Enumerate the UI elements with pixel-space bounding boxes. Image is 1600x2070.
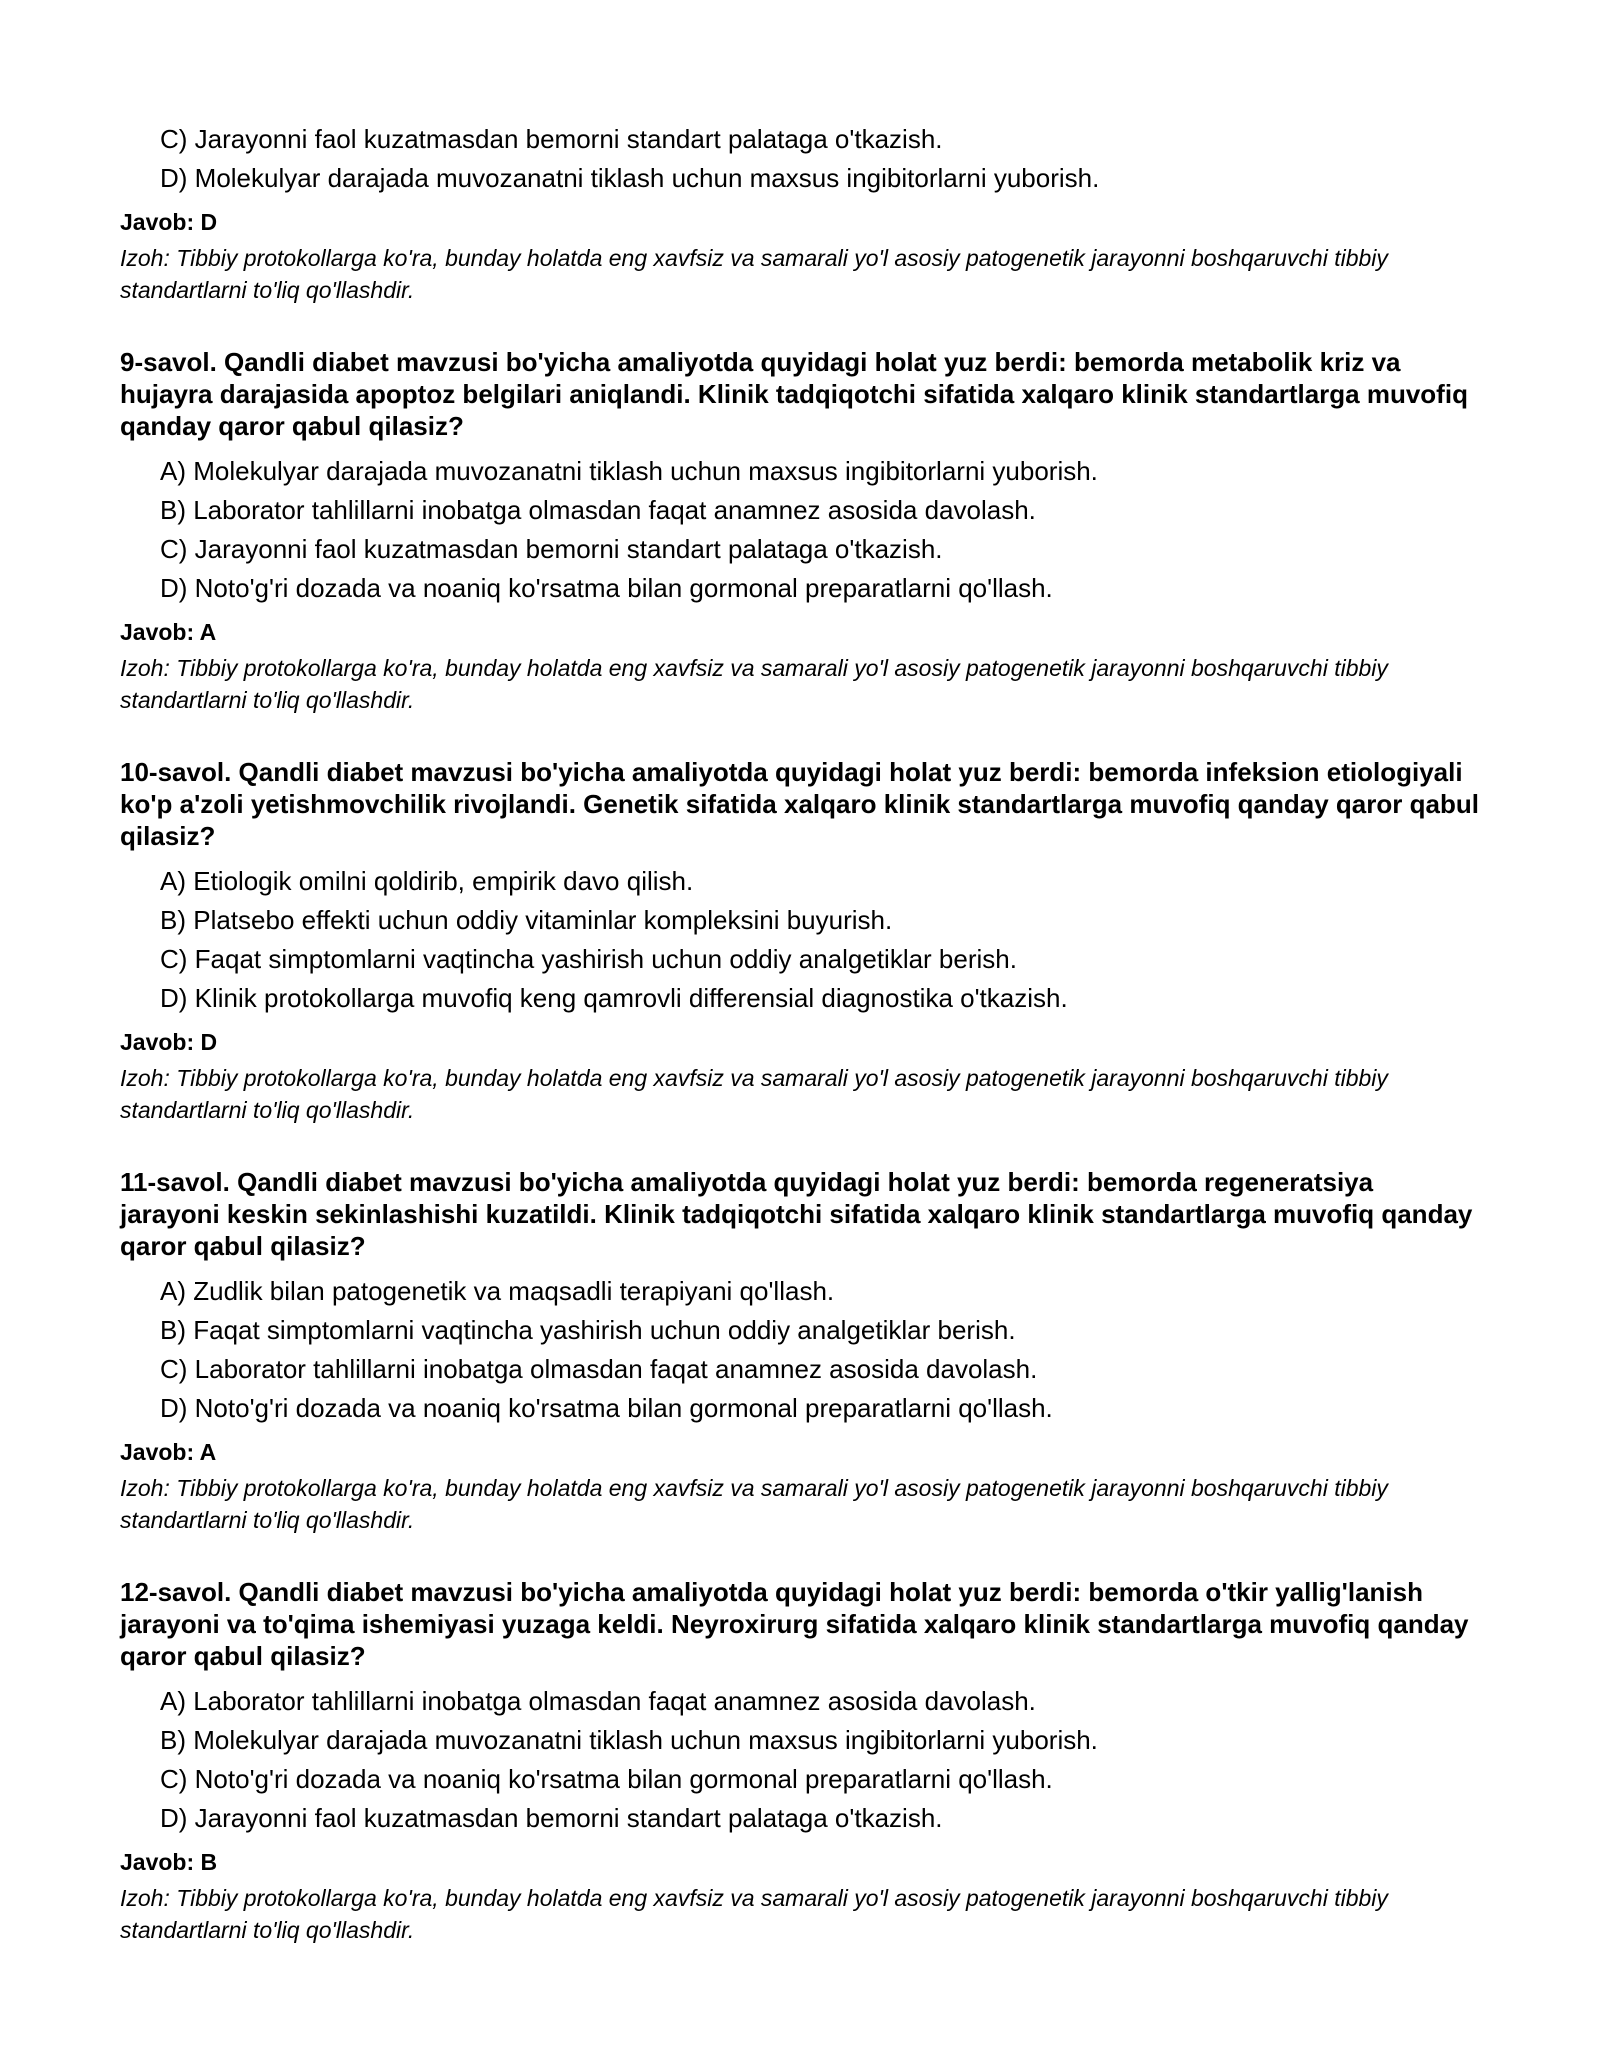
option-c: C) Jarayonni faol kuzatmasdan bemorni standart palataga o'tkazish. (160, 124, 943, 154)
explanation-text: Izoh: Tibbiy protokollarga ko'ra, bunday holatda eng xavfsiz va samarali yo'l asosiy patogenetik jarayonni boshqaruvchi tibbiy standartlarni to'liq qo'llashdir. (120, 1065, 1388, 1123)
answer-label: Javob: D (120, 209, 218, 235)
answer-label: Javob: D (120, 1029, 218, 1055)
answer-label: Javob: A (120, 1439, 217, 1465)
option-c: C) Noto'g'ri dozada va noaniq ko'rsatma bilan gormonal preparatlarni qo'llash. (160, 1764, 1053, 1794)
option-c: C) Faqat simptomlarni vaqtincha yashirish uchun oddiy analgetiklar berish. (160, 944, 1017, 974)
option-d: D) Noto'g'ri dozada va noaniq ko'rsatma bilan gormonal preparatlarni qo'llash. (160, 573, 1053, 603)
question-9 (120, 346, 1480, 716)
option-b: B) Laborator tahlillarni inobatga olmasdan faqat anamnez asosida davolash. (160, 495, 1036, 525)
option-a: A) Etiologik omilni qoldirib, empirik davo qilish. (160, 866, 694, 896)
explanation-text: Izoh: Tibbiy protokollarga ko'ra, bunday holatda eng xavfsiz va samarali yo'l asosiy patogenetik jarayonni boshqaruvchi tibbiy standartlarni to'liq qo'llashdir. (120, 245, 1388, 303)
question-text: 9-savol. Qandli diabet mavzusi bo'yicha amaliyotda quyidagi holat yuz berdi: bemorda metabolik kriz va hujayra darajasida apoptoz belgilari aniqlandi. Klinik tadqiqotchi sifatida xalqaro klinik standartlarga muvofiq qanday qaror qabul qilasiz? (120, 347, 1468, 441)
explanation-text: Izoh: Tibbiy protokollarga ko'ra, bunday holatda eng xavfsiz va samarali yo'l asosiy patogenetik jarayonni boshqaruvchi tibbiy standartlarni to'liq qo'llashdir. (120, 1475, 1388, 1533)
option-c: C) Laborator tahlillarni inobatga olmasdan faqat anamnez asosida davolash. (160, 1354, 1038, 1384)
option-b: B) Faqat simptomlarni vaqtincha yashirish uchun oddiy analgetiklar berish. (160, 1315, 1016, 1345)
option-b: B) Platsebo effekti uchun oddiy vitaminlar kompleksini buyurish. (160, 905, 893, 935)
explanation-text: Izoh: Tibbiy protokollarga ko'ra, bunday holatda eng xavfsiz va samarali yo'l asosiy patogenetik jarayonni boshqaruvchi tibbiy standartlarni to'liq qo'llashdir. (120, 655, 1388, 713)
answer-label: Javob: A (120, 619, 217, 645)
option-a: A) Molekulyar darajada muvozanatni tiklash uchun maxsus ingibitorlarni yuborish. (160, 456, 1098, 486)
question-10 (120, 756, 1480, 1126)
question-8-continuation (120, 120, 1480, 306)
option-d: D) Molekulyar darajada muvozanatni tiklash uchun maxsus ingibitorlarni yuborish. (160, 163, 1100, 193)
explanation-text: Izoh: Tibbiy protokollarga ko'ra, bunday holatda eng xavfsiz va samarali yo'l asosiy patogenetik jarayonni boshqaruvchi tibbiy standartlarni to'liq qo'llashdir. (120, 1885, 1388, 1943)
option-d: D) Jarayonni faol kuzatmasdan bemorni standart palataga o'tkazish. (160, 1803, 943, 1833)
option-c: C) Jarayonni faol kuzatmasdan bemorni standart palataga o'tkazish. (160, 534, 943, 564)
option-a: A) Laborator tahlillarni inobatga olmasdan faqat anamnez asosida davolash. (160, 1686, 1036, 1716)
answer-label: Javob: B (120, 1849, 218, 1875)
question-12 (120, 1576, 1480, 1946)
option-d: D) Noto'g'ri dozada va noaniq ko'rsatma bilan gormonal preparatlarni qo'llash. (160, 1393, 1053, 1423)
option-d: D) Klinik protokollarga muvofiq keng qamrovli differensial diagnostika o'tkazish. (160, 983, 1068, 1013)
question-11 (120, 1166, 1480, 1536)
question-text: 11-savol. Qandli diabet mavzusi bo'yicha amaliyotda quyidagi holat yuz berdi: bemorda regeneratsiya jarayoni keskin sekinlashishi kuzatildi. Klinik tadqiqotchi sifatida xalqaro klinik standartlarga muvofiq qanday qaror qabul qilasiz? (120, 1167, 1473, 1261)
option-b: B) Molekulyar darajada muvozanatni tiklash uchun maxsus ingibitorlarni yuborish. (160, 1725, 1098, 1755)
question-text: 10-savol. Qandli diabet mavzusi bo'yicha amaliyotda quyidagi holat yuz berdi: bemorda infeksion etiologiyali ko'p a'zoli yetishmovchilik rivojlandi. Genetik sifatida xalqaro klinik standartlarga muvofiq qanday qaror qabul qilasiz? (120, 757, 1479, 851)
option-a: A) Zudlik bilan patogenetik va maqsadli terapiyani qo'llash. (160, 1276, 835, 1306)
question-text: 12-savol. Qandli diabet mavzusi bo'yicha amaliyotda quyidagi holat yuz berdi: bemorda o'tkir yallig'lanish jarayoni va to'qima ishemiyasi yuzaga keldi. Neyroxirurg sifatida xalqaro klinik standartlarga muvofiq qanday qaror qabul qilasiz? (120, 1577, 1469, 1671)
